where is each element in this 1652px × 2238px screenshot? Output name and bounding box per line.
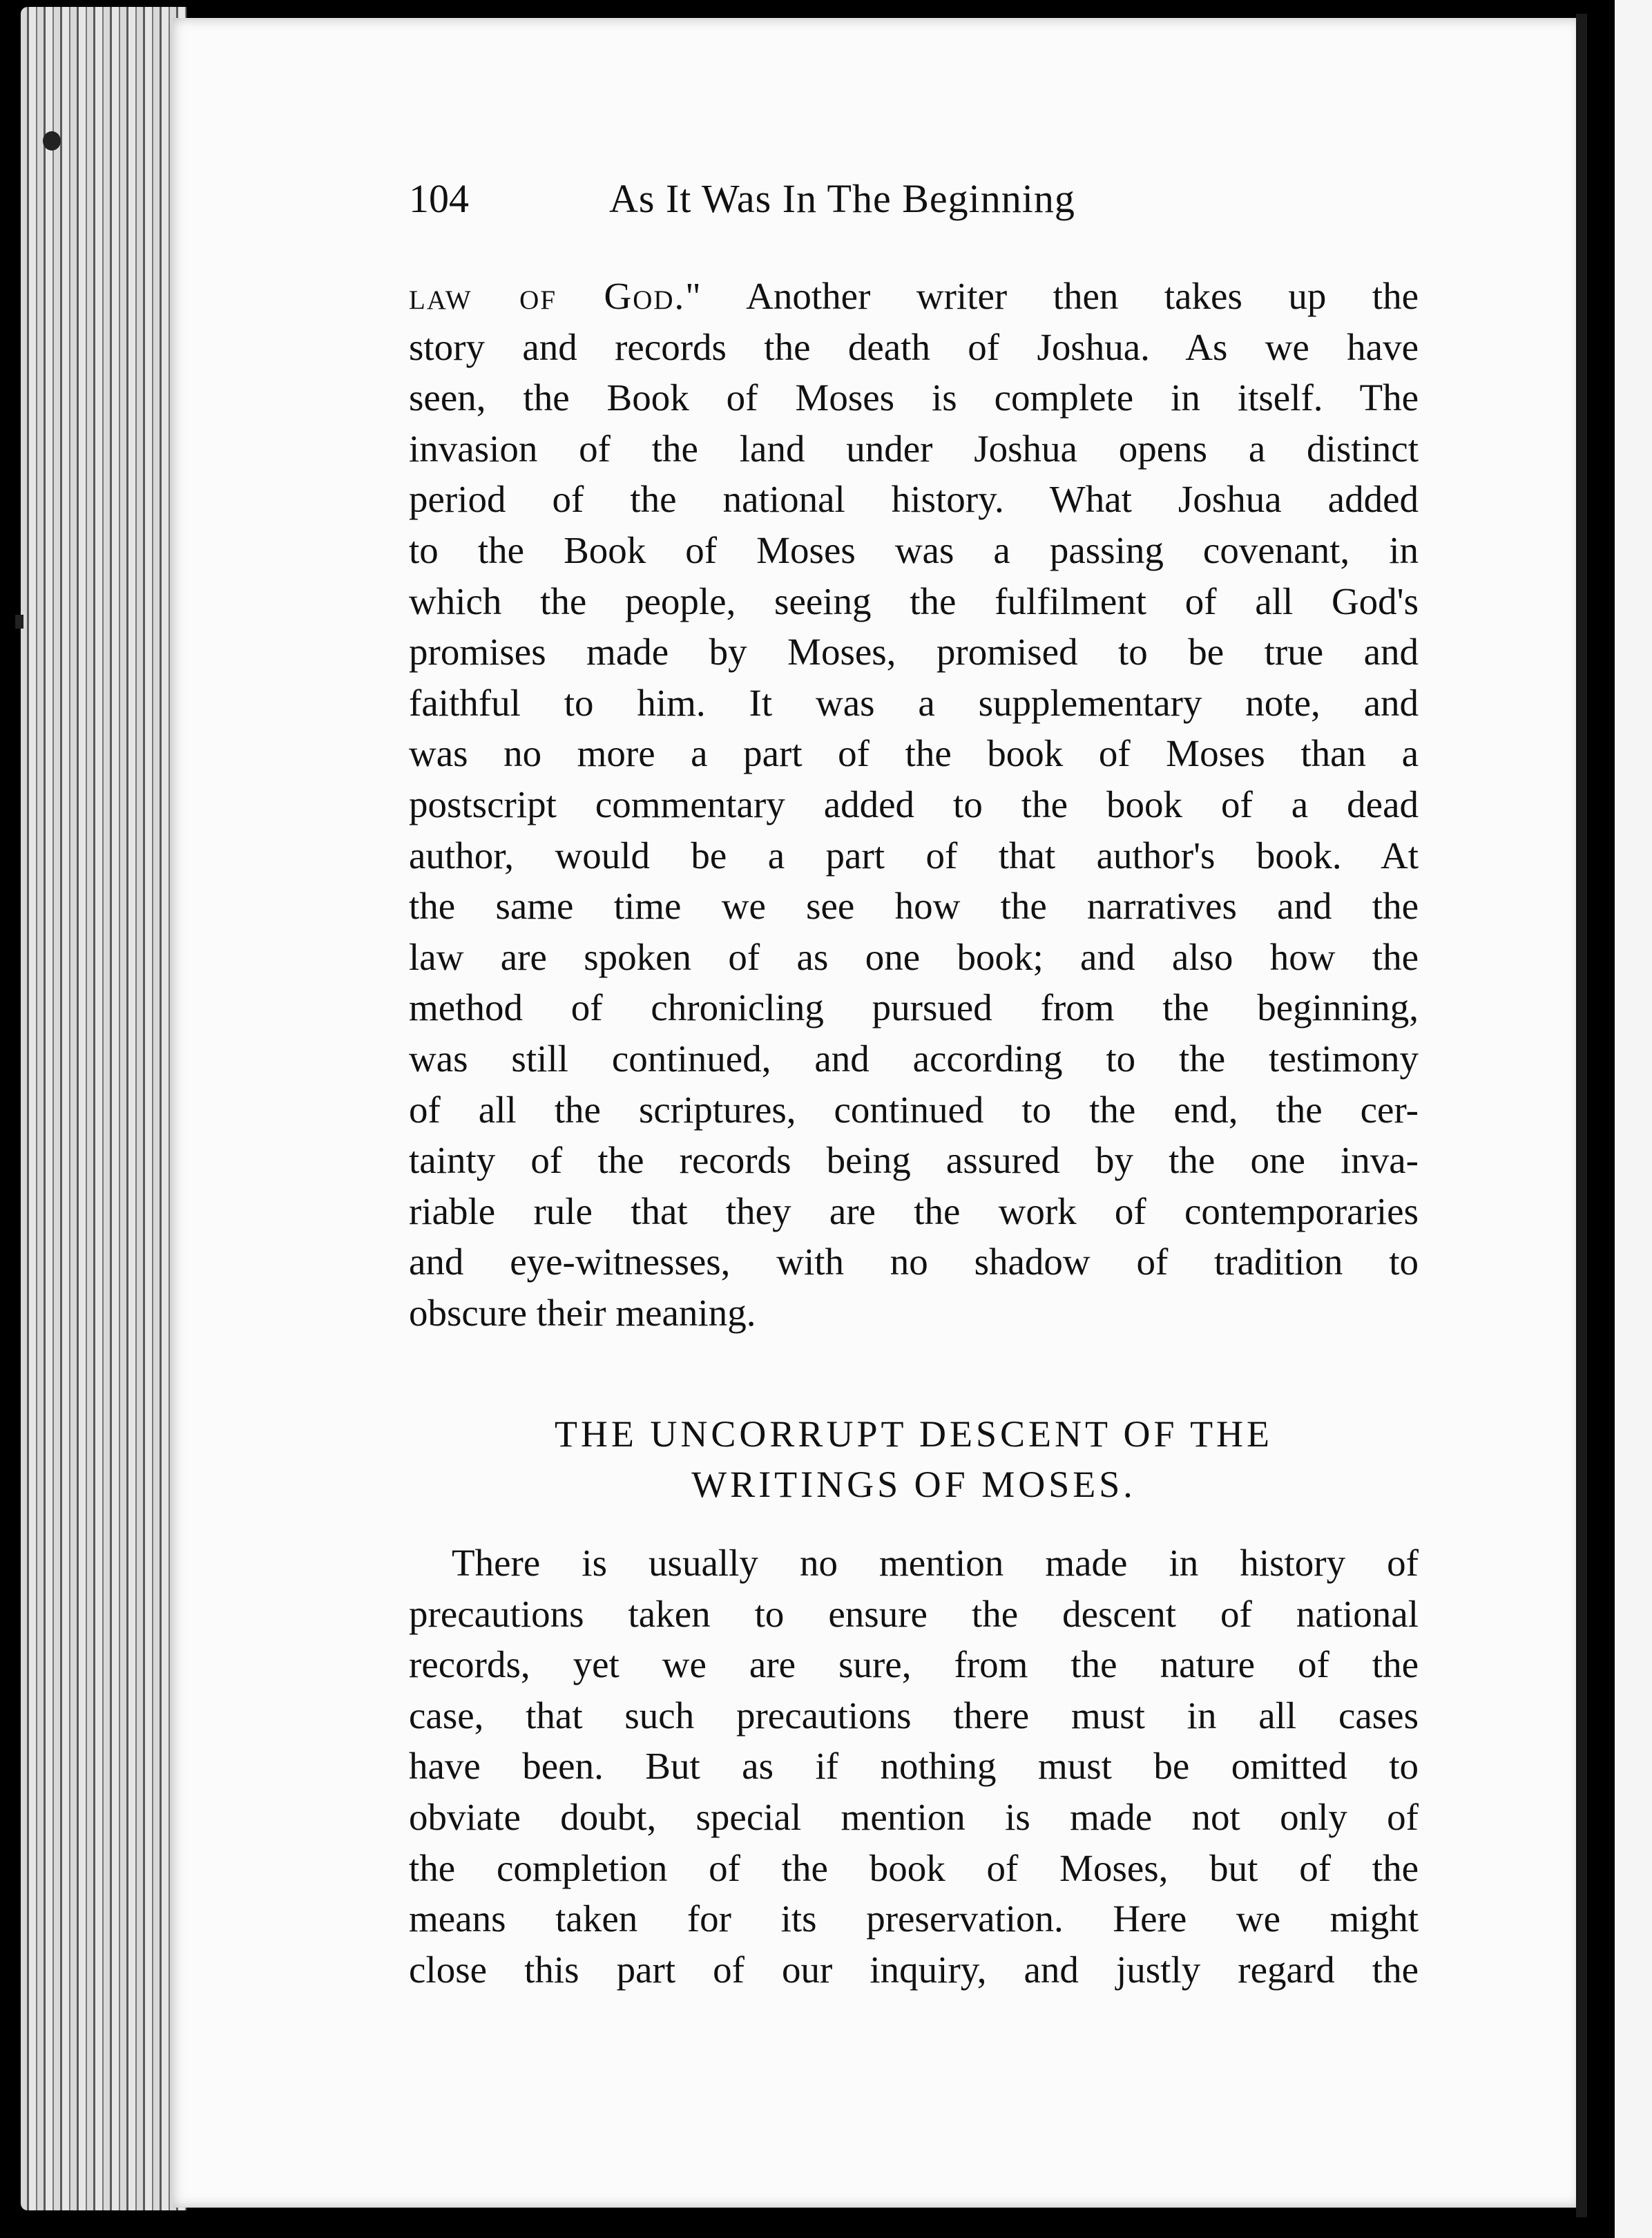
text-line: law are spoken of as one book; and also how the [409,935,1419,978]
scan-right-dark-band [1587,0,1615,2238]
text-line: obviate doubt, special mention is made not only of [409,1795,1419,1838]
text-line: postscript commentary added to the book of a dead [409,783,1419,825]
text-line: riable rule that they are the work of contemporaries [409,1189,1419,1232]
text-line: of all the scriptures, continued to the end, the cer- [409,1088,1419,1131]
text-line: promises made by Moses, promised to be true and [409,631,1419,673]
text-line: was no more a part of the book of Moses than a [409,732,1419,775]
paragraph-1 [409,271,1419,1338]
paragraph-2 [409,1538,1419,1995]
text-line: invasion of the land under Joshua opens a distinct [409,427,1419,470]
text-line: There is usually no mention made in history of [452,1542,1419,1584]
text-line: method of chronicling pursued from the beginning, [409,986,1419,1029]
text-line: precautions taken to ensure the descent of national [409,1592,1419,1635]
text-line: faithful to him. It was a supplementary note, and [409,681,1419,724]
page-number: 104 [409,176,469,221]
text-line: records, yet we are sure, from the nature of the [409,1643,1419,1686]
section-heading-line-1: THE UNCORRUPT DESCENT OF THE [554,1413,1274,1455]
text-line: means taken for its preservation. Here we might [409,1897,1419,1940]
running-title: As It Was In The Beginning [609,176,1075,221]
text-line: author, would be a part of that author's book. At [409,834,1419,877]
text-line: case, that such precautions there must in all cases [409,1694,1419,1737]
running-head [409,175,1238,224]
text-line: the completion of the book of Moses, but of the [409,1846,1419,1889]
text-line [409,271,1419,322]
text-line: close this part of our inquiry, and justly regard the [409,1948,1419,1991]
text-line: seen, the Book of Moses is complete in itself. The [409,376,1419,419]
text-line: have been. But as if nothing must be omitted to [409,1745,1419,1788]
text-line: was still continued, and according to the testimony [409,1037,1419,1080]
smallcaps-lead: law of God." [409,275,702,317]
text-line: to the Book of Moses was a passing covenant, in [409,528,1419,571]
text-line: and eye-witnesses, with no shadow of tradition to [409,1241,1419,1283]
text-line: obscure their meaning. [409,1291,756,1334]
text-line: story and records the death of Joshua. As we have [409,325,1419,368]
text-line: which the people, seeing the fulfilment of all God's [409,580,1419,622]
next-page-edge [1576,14,1587,2217]
scan-artifact [43,131,61,151]
section-heading-line-2: WRITINGS OF MOSES. [691,1464,1136,1505]
text-line-rest: Another writer then takes up the [702,275,1419,317]
text-line: the same time we see how the narratives and the [409,885,1419,928]
text-line: period of the national history. What Joshua added [409,478,1419,521]
section-heading [409,1409,1419,1510]
text-line: tainty of the records being assured by the one inva- [409,1139,1419,1182]
scan-artifact [15,615,23,629]
book-page-edges [21,7,186,2210]
